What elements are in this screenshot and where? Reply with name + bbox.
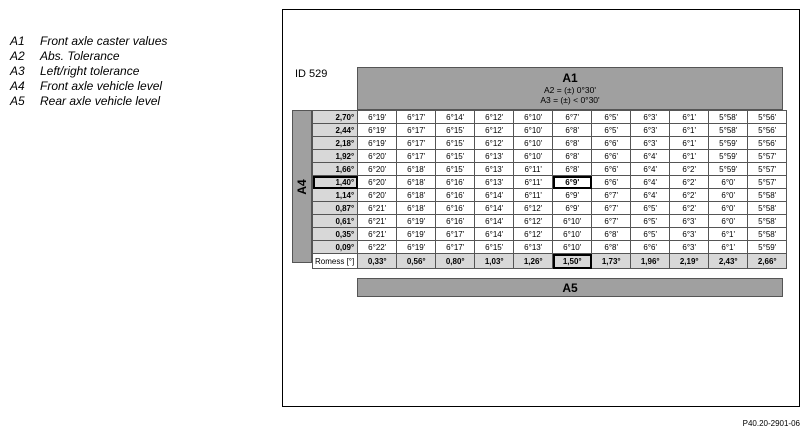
legend-item [10,79,167,94]
table-row [313,124,787,137]
table-cell: 6°5' [631,215,670,228]
table-cell: 6°5' [592,111,631,124]
legend-text: Front axle caster values [40,34,168,48]
table-cell: 6°1' [670,137,709,150]
table-cell: 6°5' [592,124,631,137]
table-cell: 6°19' [358,111,397,124]
table-cell: 6°0' [709,202,748,215]
a2-tolerance: A2 = (±) 0°30' [544,85,596,95]
table-cell: 5°59' [709,150,748,163]
legend [10,34,167,109]
id-label: ID 529 [295,68,328,80]
row-header: 0,09° [313,241,358,254]
column-header: 1,03° [475,254,514,269]
table-cell: 5°58' [709,111,748,124]
table-cell: 6°14' [475,228,514,241]
table-cell: 5°58' [748,215,787,228]
table-cell: 6°15' [436,137,475,150]
table-cell: 6°19' [358,124,397,137]
table-cell: 6°20' [358,163,397,176]
table-cell: 6°17' [436,228,475,241]
table-cell: 6°6' [592,163,631,176]
table-cell: 6°4' [631,150,670,163]
table-cell: 6°13' [475,176,514,189]
row-header: 1,14° [313,189,358,202]
table-cell: 6°21' [358,215,397,228]
table-cell: 6°8' [592,228,631,241]
table-cell: 6°15' [436,150,475,163]
table-cell: 5°57' [748,163,787,176]
column-header: 1,50° [553,254,592,269]
row-header: 0,61° [313,215,358,228]
row-header: 2,44° [313,124,358,137]
table-row [313,241,787,254]
table-cell: 5°56' [748,124,787,137]
table-cell: 6°12' [475,111,514,124]
row-header: 1,40° [313,176,358,189]
table-cell: 6°14' [475,189,514,202]
table-row [313,189,787,202]
table-cell: 6°18' [397,189,436,202]
table-cell: 6°2' [670,176,709,189]
column-header: 2,19° [670,254,709,269]
caster-table [312,110,787,269]
table-cell: 6°17' [436,241,475,254]
table-cell: 6°8' [553,124,592,137]
legend-item [10,64,167,79]
table-cell: 6°17' [397,150,436,163]
table-cell: 6°11' [514,176,553,189]
table-cell: 6°8' [592,241,631,254]
table-cell: 6°20' [358,150,397,163]
table-cell: 6°14' [475,215,514,228]
table-cell: 6°12' [514,215,553,228]
column-header: 0,56° [397,254,436,269]
table-cell: 6°4' [631,163,670,176]
table-cell: 6°16' [436,215,475,228]
a5-footer-bar: A5 [357,278,783,297]
table-cell: 6°10' [514,111,553,124]
table-cell: 5°59' [709,137,748,150]
table-cell: 6°0' [709,176,748,189]
table-cell: 6°10' [553,215,592,228]
table-cell: 5°56' [748,137,787,150]
table-cell: 6°20' [358,176,397,189]
table-cell: 6°8' [553,150,592,163]
table-cell: 6°13' [475,150,514,163]
table-cell: 6°6' [592,137,631,150]
table-cell: 6°13' [475,163,514,176]
row-header: 0,35° [313,228,358,241]
legend-item [10,49,167,64]
row-header: 1,66° [313,163,358,176]
table-cell: 6°20' [358,189,397,202]
row-header: 0,87° [313,202,358,215]
table-cell: 6°1' [670,150,709,163]
a4-side-bar [292,110,312,263]
column-header: 0,33° [358,254,397,269]
table-row [313,137,787,150]
table-cell: 5°58' [748,189,787,202]
table-row [313,150,787,163]
table-row [313,202,787,215]
legend-key: A1 [10,34,25,48]
table-cell: 6°8' [553,137,592,150]
table-cell: 6°18' [397,163,436,176]
table-cell: 5°56' [748,111,787,124]
table-cell: 6°3' [670,228,709,241]
column-header: 0,80° [436,254,475,269]
table-row [313,215,787,228]
table-cell: 6°12' [514,228,553,241]
table-cell: 6°6' [631,241,670,254]
table-cell: 5°57' [748,176,787,189]
table-cell: 6°1' [709,228,748,241]
a3-tolerance: A3 = (±) < 0°30' [540,95,600,105]
table-row [313,228,787,241]
table-cell: 6°16' [436,189,475,202]
a4-label: A4 [295,178,309,195]
legend-key: A5 [10,94,25,108]
table-cell: 6°17' [397,124,436,137]
table-cell: 6°19' [358,137,397,150]
column-header: 1,26° [514,254,553,269]
table-cell: 6°11' [514,189,553,202]
table-cell: 6°1' [670,124,709,137]
table-cell: 6°19' [397,215,436,228]
legend-text: Rear axle vehicle level [40,94,161,108]
table-cell: 5°58' [709,124,748,137]
column-header: 2,43° [709,254,748,269]
legend-text: Abs. Tolerance [40,49,120,63]
table-row [313,176,787,189]
table-cell: 5°58' [748,202,787,215]
table-cell: 6°12' [514,202,553,215]
table-cell: 6°3' [670,241,709,254]
table-cell: 6°18' [397,176,436,189]
row-header: 1,92° [313,150,358,163]
table-cell: 6°0' [709,215,748,228]
table-cell: 6°5' [631,228,670,241]
table-cell: 6°22' [358,241,397,254]
a1-title: A1 [562,71,578,85]
legend-key: A4 [10,79,25,93]
table-cell: 6°21' [358,202,397,215]
row-header: 2,18° [313,137,358,150]
table-cell: 6°7' [553,111,592,124]
table-cell: 6°4' [631,189,670,202]
table-cell: 6°3' [631,111,670,124]
table-cell: 5°59' [748,241,787,254]
table-cell: 6°9' [553,176,592,189]
table-cell: 6°10' [514,137,553,150]
table-cell: 6°14' [436,111,475,124]
table-cell: 6°18' [397,202,436,215]
table-cell: 6°17' [397,111,436,124]
table-cell: 6°10' [553,228,592,241]
legend-key: A2 [10,49,25,63]
table-cell: 6°13' [514,241,553,254]
table-row [313,111,787,124]
table-cell: 6°11' [514,163,553,176]
table-cell: 6°4' [631,176,670,189]
legend-key: A3 [10,64,25,78]
document-reference: P40.20-2901-06 [742,419,800,428]
table-cell: 6°14' [475,202,514,215]
table-cell: 5°59' [709,163,748,176]
table-cell: 6°10' [553,241,592,254]
table-cell: 6°1' [709,241,748,254]
column-header: 2,66° [748,254,787,269]
table-cell: 6°12' [475,124,514,137]
table-cell: 6°6' [592,150,631,163]
table-cell: 6°3' [631,137,670,150]
table-cell: 6°17' [397,137,436,150]
table-cell: 6°15' [475,241,514,254]
table-cell: 6°16' [436,176,475,189]
table-cell: 6°2' [670,202,709,215]
footer-row [313,254,787,269]
table-cell: 6°0' [709,189,748,202]
table-cell: 6°19' [397,228,436,241]
a1-header [357,67,783,110]
table-cell: 6°9' [553,202,592,215]
table-cell: 5°57' [748,150,787,163]
table-cell: 6°5' [631,202,670,215]
table-cell: 6°10' [514,150,553,163]
column-header: 1,73° [592,254,631,269]
table-cell: 5°58' [748,228,787,241]
table-cell: 6°19' [397,241,436,254]
legend-text: Front axle vehicle level [40,79,163,93]
table-cell: 6°21' [358,228,397,241]
table-cell: 6°8' [553,163,592,176]
table-cell: 6°3' [631,124,670,137]
table-cell: 6°15' [436,163,475,176]
table-cell: 6°6' [592,176,631,189]
table-cell: 6°9' [553,189,592,202]
column-header: 1,96° [631,254,670,269]
table-cell: 6°10' [514,124,553,137]
table-cell: 6°15' [436,124,475,137]
table-cell: 6°1' [670,111,709,124]
table-cell: 6°7' [592,202,631,215]
table-cell: 6°3' [670,215,709,228]
legend-text: Left/right tolerance [40,64,140,78]
table-cell: 6°16' [436,202,475,215]
footer-row-label: Romess [°] [313,254,358,269]
table-row [313,163,787,176]
row-header: 2,70° [313,111,358,124]
legend-item [10,34,167,49]
legend-item [10,94,167,109]
table-cell: 6°7' [592,189,631,202]
table-cell: 6°7' [592,215,631,228]
table-cell: 6°2' [670,163,709,176]
table-cell: 6°2' [670,189,709,202]
table-cell: 6°12' [475,137,514,150]
